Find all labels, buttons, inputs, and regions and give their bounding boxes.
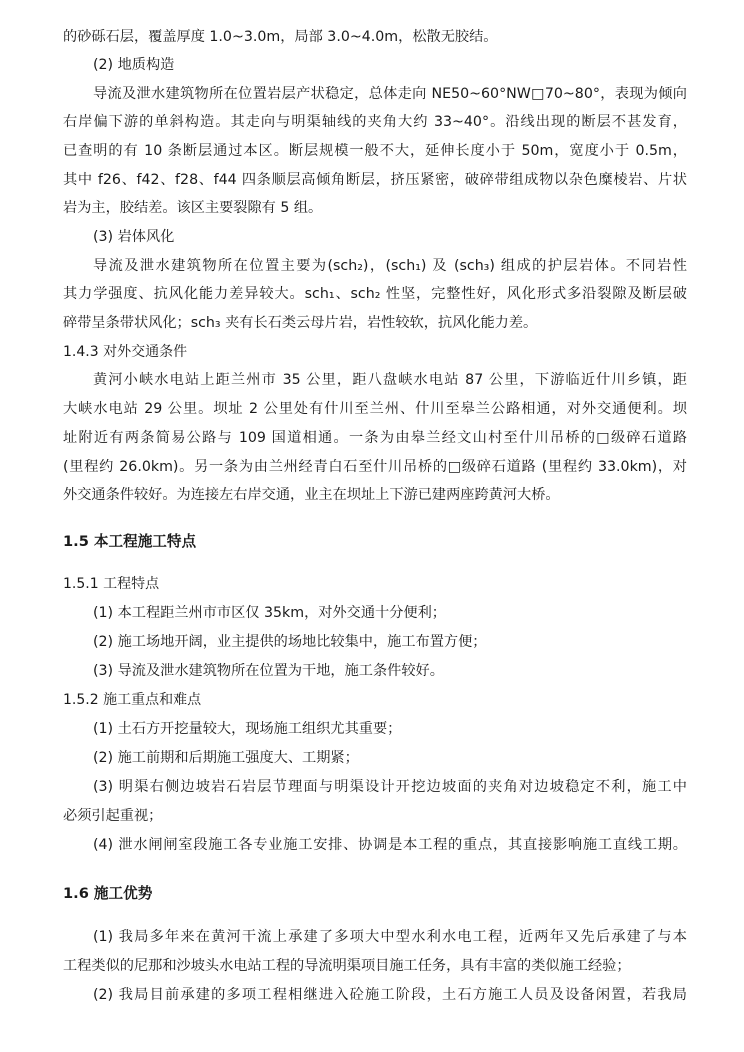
chapter-heading: 1.6 施工优势 (63, 885, 153, 902)
paragraph-line: 大峡水电站 29 公里。坝址 2 公里处有什川至兰州、什川至皋兰公路相通，对外交通便利。坝 (63, 401, 687, 417)
list-item: (3) 导流及泄水建筑物所在位置为干地，施工条件较好。 (93, 663, 444, 679)
list-item: (4) 泄水闸闸室段施工各专业施工安排、协调是本工程的重点，其直接影响施工直线工期。 (93, 837, 687, 853)
paragraph-line: 岩为主，胶结差。该区主要裂隙有 5 组。 (63, 200, 323, 216)
list-item: (1) 我局多年来在黄河干流上承建了多项大中型水利水电工程，近两年又先后承建了与本 (93, 929, 687, 945)
list-item: (1) 本工程距兰州市市区仅 35km，对外交通十分便利； (93, 605, 446, 621)
paragraph-line: (里程约 26.0km)。另一条为由兰州经青白石至什川吊桥的□级碎石道路 (里程约 33.0km)，对 (63, 459, 687, 475)
chapter-heading: 1.5 本工程施工特点 (63, 533, 197, 550)
paragraph-line: 必须引起重视； (63, 808, 163, 824)
paragraph-line: 其力学强度、抗风化能力差异较大。sch₁、sch₂ 性坚，完整性好，风化形式多沿裂隙及断层破 (63, 286, 687, 302)
paragraph-line: 工程类似的尼那和沙坡头水电站工程的导流明渠项目施工任务，具有丰富的类似施工经验； (63, 958, 631, 974)
list-item: (2) 施工前期和后期施工强度大、工期紧； (93, 750, 359, 766)
list-item: (1) 土石方开挖量较大，现场施工组织尤其重要； (93, 721, 402, 737)
paragraph-line: 的砂砾石层，覆盖厚度 1.0~3.0m，局部 3.0~4.0m，松散无胶结。 (63, 29, 498, 45)
paragraph-line: 黄河小峡水电站上距兰州市 35 公里，距八盘峡水电站 87 公里，下游临近什川乡镇，距 (93, 372, 687, 388)
paragraph-line: 导流及泄水建筑物所在位置主要为(sch₂)，(sch₁) 及 (sch₃) 组成的护层岩体。不同岩性 (93, 258, 687, 274)
paragraph-line: 右岸偏下游的单斜构造。其走向与明渠轴线的夹角大约 33~40°。沿线出现的断层不甚发育， (63, 114, 687, 130)
section-heading: 1.5.2 施工重点和难点 (63, 692, 202, 708)
paragraph-line: 已查明的有 10 条断层通过本区。断层规模一般不大，延伸长度小于 50m，宽度小于 0.5m， (63, 143, 687, 159)
list-item: (3) 明渠右侧边坡岩石岩层节理面与明渠设计开挖边坡面的夹角对边坡稳定不利，施工中 (93, 779, 687, 795)
paragraph-line: 导流及泄水建筑物所在位置岩层产状稳定，总体走向 NE50~60°NW□70~80°，表现为倾向 (93, 86, 687, 102)
list-item: (2) 施工场地开阔，业主提供的场地比较集中，施工布置方便； (93, 634, 487, 650)
paragraph-line: 外交通条件较好。为连接左右岸交通，业主在坝址上下游已建两座跨黄河大桥。 (63, 487, 560, 503)
paragraph-line: 址附近有两条简易公路与 109 国道相通。一条为由皋兰经文山村至什川吊桥的□级碎石道路 (63, 430, 687, 446)
section-heading: 1.4.3 对外交通条件 (63, 344, 188, 360)
list-item: (2) 我局目前承建的多项工程相继进入砼施工阶段，土石方施工人员及设备闲置，若我局 (93, 987, 687, 1003)
paragraph-line: 碎带呈条带状风化；sch₃ 夹有长石类云母片岩，岩性较软，抗风化能力差。 (63, 315, 538, 331)
subsection-heading: (2) 地质构造 (93, 57, 175, 73)
section-heading: 1.5.1 工程特点 (63, 576, 160, 592)
subsection-heading: (3) 岩体风化 (93, 229, 175, 245)
paragraph-line: 其中 f26、f42、f28、f44 四条顺层高倾角断层，挤压紧密，破碎带组成物以杂色糜棱岩、片状 (63, 172, 687, 188)
